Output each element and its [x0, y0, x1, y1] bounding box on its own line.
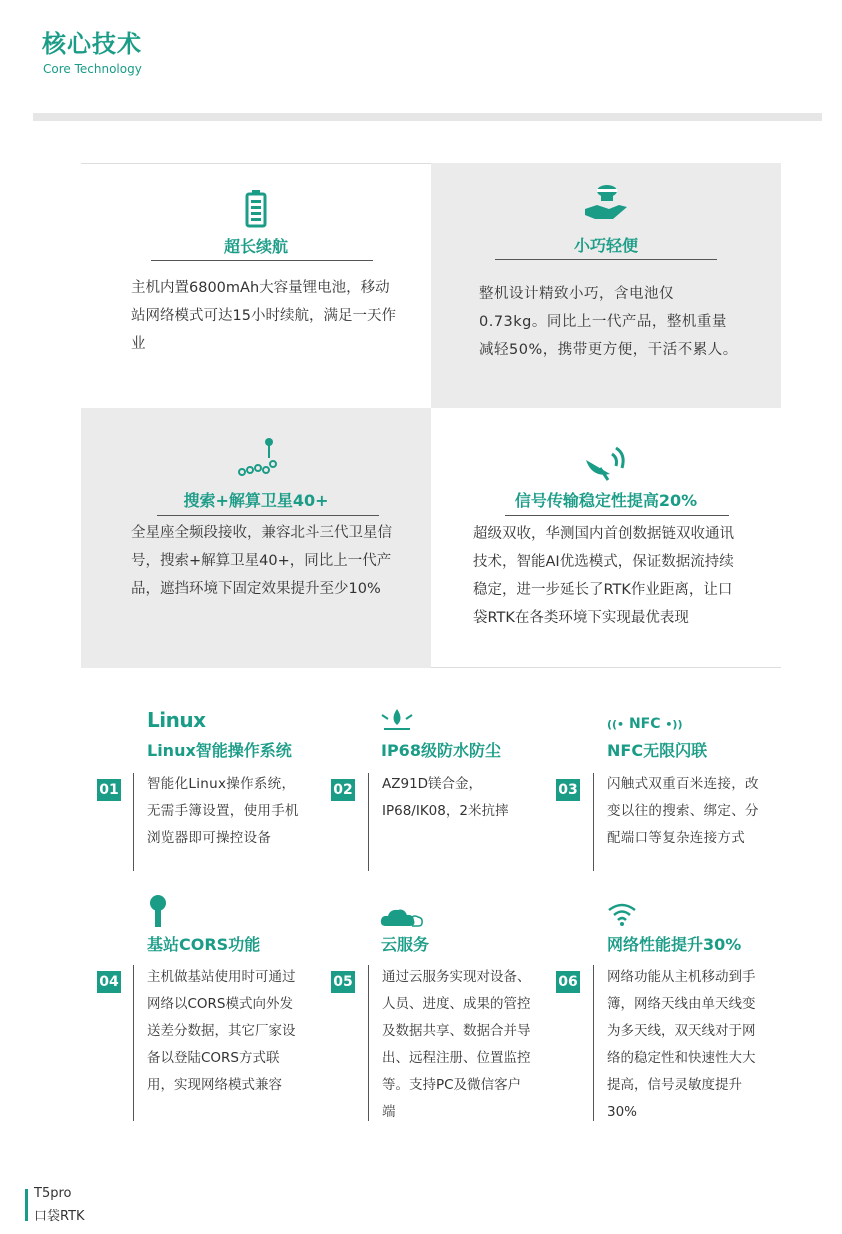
linux-logo: Linux	[147, 708, 206, 732]
feature-title: Linux智能操作系统	[147, 741, 292, 760]
feature-body: 主机做基站使用时可通过网络以CORS模式向外发送差分数据，其它厂家设备以登陆CORS方式联用，实现网络模式兼容	[147, 969, 296, 1093]
feature-divider	[368, 773, 369, 871]
feature-title: 网络性能提升30%	[607, 935, 742, 954]
feature-title: NFC无限闪联	[607, 741, 708, 760]
footer-product-name: 口袋RTK	[34, 1209, 85, 1224]
card-title: 超长续航	[223, 237, 288, 256]
feature-number: 01	[97, 779, 121, 801]
feature-body: 智能化Linux操作系统，无需手簿设置，使用手机浏览器即可操控设备	[147, 776, 299, 846]
feature-body: 通过云服务实现对设备、人员、进度、成果的管控及数据共享、数据合并导出、远程注册、位置监控等。支持PC及微信客户端	[382, 969, 531, 1120]
feature-divider	[368, 965, 369, 1121]
nfc-signal-right-icon: •))	[665, 718, 683, 731]
feature-divider	[593, 965, 594, 1121]
feature-body: AZ91D镁合金，IP68/IK08，2米抗摔	[382, 776, 509, 819]
card-compact-light	[431, 163, 781, 408]
feature-number: 04	[97, 971, 121, 993]
feature-title: 云服务	[381, 935, 430, 954]
card-signal-stability	[431, 408, 781, 668]
dish-antenna-icon	[431, 444, 781, 482]
feature-number: 06	[556, 971, 580, 993]
feature-number: 03	[556, 779, 580, 801]
card-title: 搜索+解算卫星40+	[183, 491, 329, 510]
footer-accent-bar	[25, 1189, 28, 1221]
feature-divider	[593, 773, 594, 871]
feature-divider	[133, 773, 134, 871]
battery-icon	[81, 190, 431, 228]
base-station-icon	[150, 895, 166, 931]
card-battery-life	[81, 163, 431, 408]
nfc-label: NFC	[628, 716, 661, 732]
nfc-icon	[607, 716, 683, 732]
card-underline	[495, 259, 717, 260]
card-body: 整机设计精致小巧，含电池仅0.73kg。同比上一代产品，整机重量减轻50%，携带更方便，干活不累人。	[479, 286, 738, 358]
card-title: 小巧轻便	[573, 236, 638, 255]
feature-body: 网络功能从主机移动到手簿，网络天线由单天线变为多天线，双天线对于网络的稳定性和快速性大大提高，信号灵敏度提升30%	[607, 969, 756, 1120]
cloud-icon	[380, 906, 424, 932]
card-satellite-search	[81, 408, 431, 668]
feature-title: IP68级防水防尘	[381, 741, 501, 760]
wifi-icon	[607, 900, 637, 930]
feature-number: 02	[331, 779, 355, 801]
footer-model: T5pro	[34, 1186, 72, 1201]
hand-receiver-icon	[431, 183, 781, 223]
card-body: 全星座全频段接收，兼容北斗三代卫星信号，搜索+解算卫星40+，同比上一代产品，遮挡环境下固定效果提升至少10%	[131, 525, 392, 597]
feature-title: 基站CORS功能	[147, 935, 261, 954]
feature-divider	[133, 965, 134, 1121]
page-title: 核心技术	[42, 30, 142, 58]
card-body: 超级双收，华测国内首创数据链双收通讯技术，智能AI优选模式，保证数据流持续稳定，进一步延长了RTK作业距离，让口袋RTK在各类环境下实现最优表现	[473, 526, 734, 626]
feature-number: 05	[331, 971, 355, 993]
header-divider	[33, 113, 822, 121]
card-body: 主机内置6800mAh大容量锂电池，移动站网络模式可达15小时续航，满足一天作业	[131, 280, 396, 352]
card-title: 信号传输稳定性提高20%	[514, 491, 698, 510]
card-underline	[151, 260, 373, 261]
feature-body: 闪触式双重百米连接，改变以往的搜索、绑定、分配端口等复杂连接方式	[607, 776, 759, 846]
nfc-signal-left-icon: ((•	[607, 718, 625, 731]
water-drop-icon	[380, 707, 414, 737]
page-subtitle: Core Technology	[43, 62, 142, 76]
card-underline	[157, 515, 379, 516]
card-underline	[505, 515, 729, 516]
satellite-track-icon	[81, 436, 431, 476]
